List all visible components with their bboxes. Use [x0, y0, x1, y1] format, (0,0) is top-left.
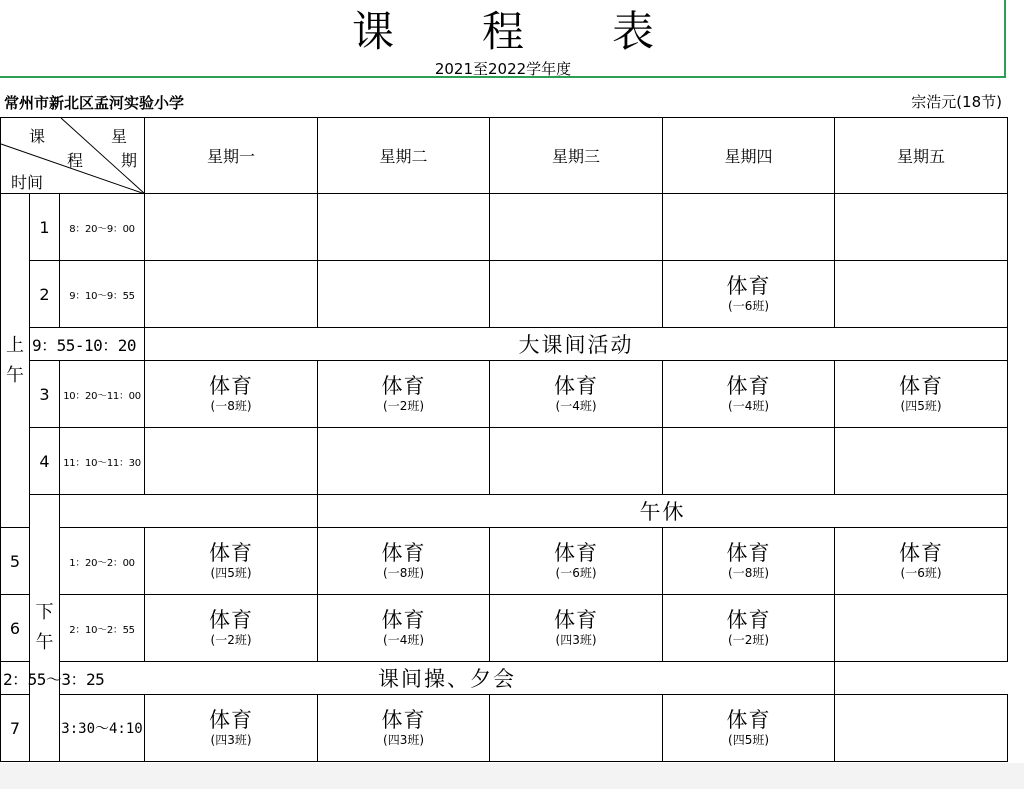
lesson-cell	[318, 361, 490, 428]
lesson-class: (一4班)	[728, 399, 770, 413]
schedule-table	[0, 117, 1008, 762]
corner-cell	[1, 118, 145, 194]
afternoon-label	[30, 495, 60, 762]
period-number: 4	[30, 428, 60, 495]
period-row	[1, 261, 1008, 328]
lesson-class: (一2班)	[210, 633, 252, 647]
lesson-cell	[835, 361, 1008, 428]
lesson-subject: 体育	[381, 541, 426, 565]
lesson-cell	[318, 428, 490, 495]
lesson-subject: 体育	[381, 608, 426, 632]
period-time: 11：10～11：30	[60, 428, 145, 495]
period-row	[1, 428, 1008, 495]
lesson-class: (四3班)	[555, 633, 597, 647]
lesson-cell	[490, 695, 663, 762]
day-header-tue: 星期二	[318, 118, 490, 194]
period-row	[1, 528, 1008, 595]
school-name: 常州市新北区孟河实验小学	[4, 94, 185, 112]
period-number: 1	[30, 194, 60, 261]
lesson-cell	[663, 194, 835, 261]
period-time: 10：20～11：00	[60, 361, 145, 428]
page-title: 课程表	[351, 7, 742, 56]
corner-ke: 课	[29, 127, 46, 146]
lesson-class: (一6班)	[728, 299, 770, 313]
break-name: 大课间活动	[145, 328, 1008, 361]
lesson-subject: 体育	[726, 274, 771, 298]
lesson-cell	[490, 428, 663, 495]
period-number: 7	[1, 695, 30, 762]
lesson-subject: 体育	[726, 374, 771, 398]
lesson-subject: 体育	[209, 608, 254, 632]
lesson-cell	[145, 428, 318, 495]
lesson-cell	[663, 428, 835, 495]
lesson-class: (一2班)	[728, 633, 770, 647]
lesson-class: (四5班)	[728, 733, 770, 747]
lesson-cell	[318, 528, 490, 595]
lesson-cell	[145, 528, 318, 595]
period-time: 2：10～2：55	[60, 595, 145, 662]
lesson-class: (四3班)	[210, 733, 252, 747]
lesson-subject: 体育	[554, 374, 599, 398]
period-row	[1, 194, 1008, 261]
lesson-class: (一4班)	[383, 633, 425, 647]
lesson-subject: 体育	[381, 708, 426, 732]
lesson-cell	[663, 695, 835, 762]
school-year: 2021至2022学年度	[434, 60, 572, 78]
period-number: 2	[30, 261, 60, 328]
lesson-class: (一8班)	[210, 399, 252, 413]
day-header-wed: 星期三	[490, 118, 663, 194]
lesson-subject: 体育	[899, 374, 944, 398]
bottom-scroll-area	[0, 763, 1024, 789]
lesson-cell	[663, 595, 835, 662]
break-time	[60, 495, 318, 528]
break-row	[1, 662, 1008, 695]
lesson-class: (一8班)	[383, 566, 425, 580]
lesson-subject: 体育	[554, 608, 599, 632]
lesson-class: (一6班)	[555, 566, 597, 580]
lesson-subject: 体育	[209, 708, 254, 732]
break-row	[1, 328, 1008, 361]
lesson-cell	[145, 361, 318, 428]
period-number: 5	[1, 528, 30, 595]
lesson-cell	[490, 361, 663, 428]
afternoon-label-text: 下午	[35, 602, 54, 653]
day-header-mon: 星期一	[145, 118, 318, 194]
lesson-class: (一4班)	[555, 399, 597, 413]
lesson-cell	[318, 194, 490, 261]
lesson-class: (一2班)	[383, 399, 425, 413]
break-row	[1, 495, 1008, 528]
teacher-name: 宗浩元(18节)	[911, 93, 1002, 111]
lesson-subject: 体育	[726, 541, 771, 565]
lesson-cell	[835, 428, 1008, 495]
period-row	[1, 695, 1008, 762]
lesson-cell	[145, 261, 318, 328]
lesson-cell	[835, 194, 1008, 261]
period-number: 6	[1, 595, 30, 662]
lesson-subject: 体育	[726, 608, 771, 632]
lesson-cell	[835, 695, 1008, 762]
lesson-cell	[835, 595, 1008, 662]
lesson-class: (一6班)	[900, 566, 942, 580]
corner-xing: 星	[111, 127, 128, 146]
period-row	[1, 595, 1008, 662]
period-number: 3	[30, 361, 60, 428]
lesson-subject: 体育	[726, 708, 771, 732]
header-box	[0, 0, 1006, 78]
break-name: 课间操、夕会	[60, 662, 835, 695]
break-name: 午休	[318, 495, 1008, 528]
period-time: 8：20～9：00	[60, 194, 145, 261]
lesson-subject: 体育	[899, 541, 944, 565]
lesson-cell	[835, 261, 1008, 328]
lesson-class: (一8班)	[728, 566, 770, 580]
corner-shijian: 时间	[11, 173, 44, 192]
lesson-subject: 体育	[209, 374, 254, 398]
lesson-cell	[145, 595, 318, 662]
lesson-cell	[318, 695, 490, 762]
corner-qi: 期	[121, 151, 138, 170]
period-time: 9：10～9：55	[60, 261, 145, 328]
lesson-cell	[835, 528, 1008, 595]
lesson-cell	[318, 595, 490, 662]
lesson-class: (四3班)	[383, 733, 425, 747]
lesson-cell	[490, 261, 663, 328]
header-row	[1, 118, 1008, 194]
lesson-cell	[145, 695, 318, 762]
lesson-cell	[145, 194, 318, 261]
lesson-cell	[490, 194, 663, 261]
lesson-class: (四5班)	[210, 566, 252, 580]
lesson-cell	[663, 361, 835, 428]
lesson-class: (四5班)	[900, 399, 942, 413]
lesson-subject: 体育	[381, 374, 426, 398]
lesson-cell	[318, 261, 490, 328]
period-time: 3:30～4:10	[60, 695, 145, 762]
period-time: 1：20～2：00	[60, 528, 145, 595]
morning-label	[1, 194, 30, 528]
morning-label-text: 上午	[6, 334, 24, 386]
day-header-thu: 星期四	[663, 118, 835, 194]
lesson-subject: 体育	[209, 541, 254, 565]
lesson-cell	[663, 528, 835, 595]
day-header-fri: 星期五	[835, 118, 1008, 194]
corner-cheng: 程	[67, 151, 84, 170]
lesson-subject: 体育	[554, 541, 599, 565]
period-row	[1, 361, 1008, 428]
lesson-cell	[490, 595, 663, 662]
break-time: 9：55-10：20	[30, 328, 145, 361]
break-time: 2：55～3：25	[1, 662, 60, 695]
lesson-cell	[663, 261, 835, 328]
lesson-cell	[490, 528, 663, 595]
